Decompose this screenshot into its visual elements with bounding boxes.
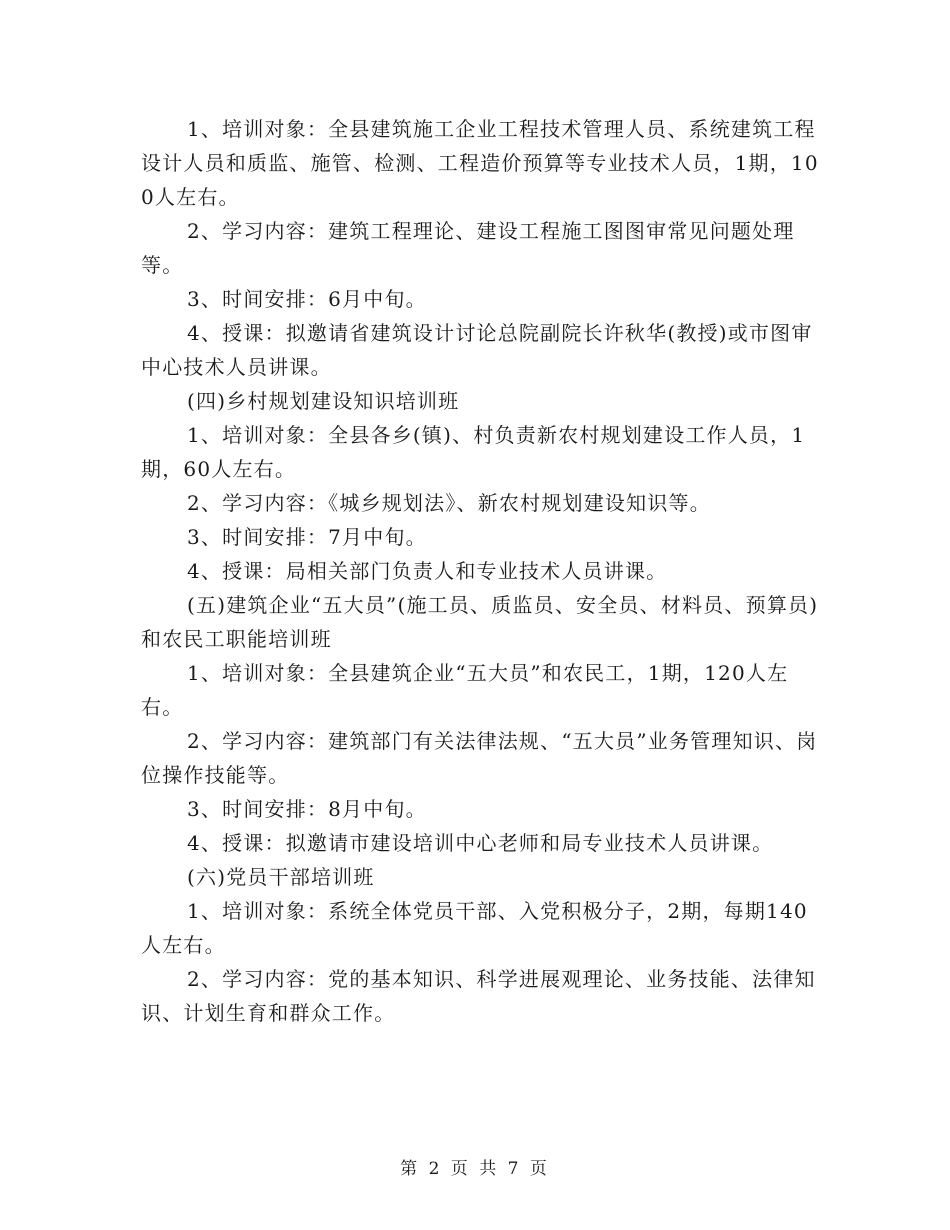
- paragraph: 4、授课：拟邀请省建筑设计讨论总院副院长许秋华(教授)或市图审中心技术人员讲课。: [141, 321, 813, 379]
- paragraph: 1、培训对象：全县各乡(镇)、村负责新农村规划建设工作人员，1期，60人左右。: [141, 423, 806, 481]
- paragraph: 1、培训对象：全县建筑施工企业工程技术管理人员、系统建筑工程设计人员和质监、施管、检测、工程造价预算等专业技术人员，1期，100人左右。: [141, 117, 819, 209]
- paragraph: 2、学习内容：建筑部门有关法律法规、“五大员”业务管理知识、岗位操作技能等。: [141, 729, 818, 787]
- paragraph: 2、学习内容：《城乡规划法》、新农村规划建设知识等。: [187, 491, 711, 515]
- paragraph: 2、学习内容：建筑工程理论、建设工程施工图图审常见问题处理等。: [141, 219, 795, 277]
- page-number-footer: 第 2 页 共 7 页: [400, 1159, 550, 1179]
- paragraph: 4、授课：局相关部门负责人和专业技术人员讲课。: [187, 559, 668, 583]
- section-heading: (四)乡村规划建设知识培训班: [187, 389, 460, 413]
- paragraph: 3、时间安排：8月中旬。: [187, 797, 427, 821]
- paragraph: 2、学习内容：党的基本知识、科学进展观理论、业务技能、法律知识、计划生育和群众工作。: [141, 967, 816, 1025]
- paragraph: 3、时间安排：6月中旬。: [187, 287, 427, 311]
- document-body: [141, 112, 821, 1030]
- paragraph: 4、授课：拟邀请市建设培训中心老师和局专业技术人员讲课。: [187, 831, 774, 855]
- section-heading: (五)建筑企业“五大员”(施工员、质监员、安全员、材料员、预算员)和农民工职能培训班: [141, 593, 819, 651]
- section-heading: (六)党员干部培训班: [187, 865, 375, 889]
- paragraph: 1、培训对象：系统全体党员干部、入党积极分子，2期，每期140人左右。: [141, 899, 808, 957]
- paragraph: 1、培训对象：全县建筑企业“五大员”和农民工，1期，120人左右。: [141, 661, 789, 719]
- paragraph: 3、时间安排：7月中旬。: [187, 525, 427, 549]
